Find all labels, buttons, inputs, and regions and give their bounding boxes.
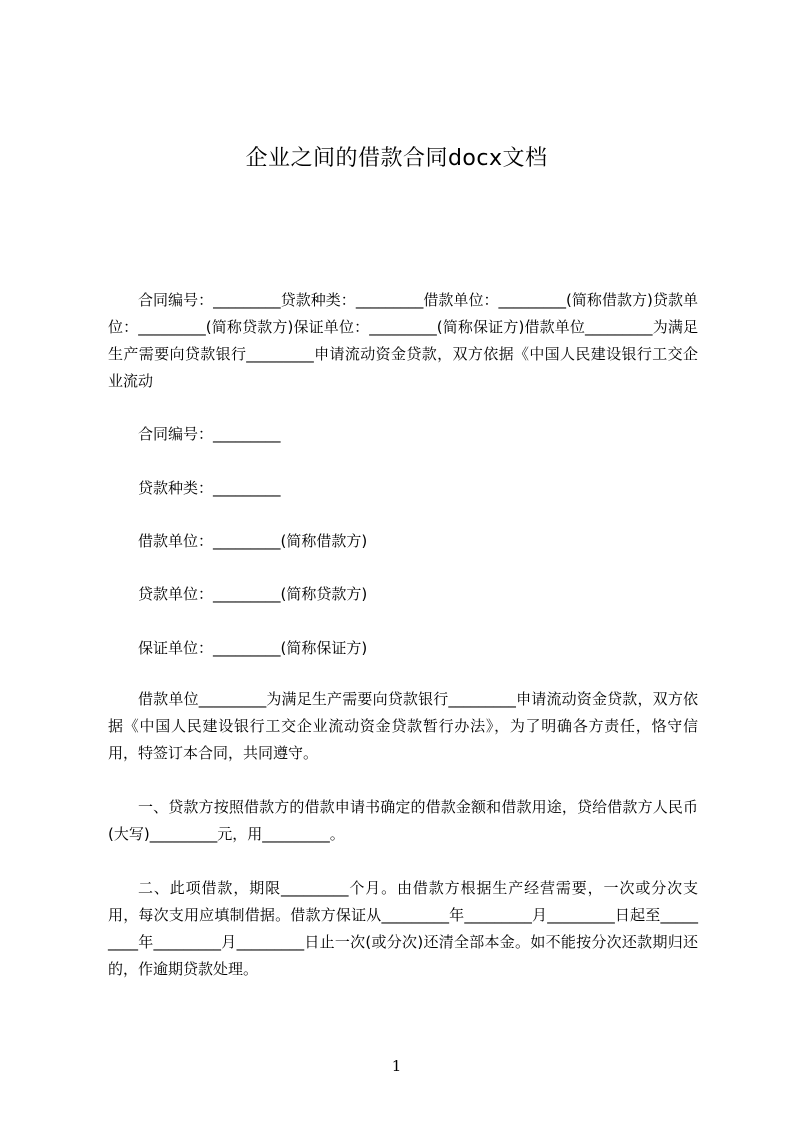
- field-loan-type: 贷款种类：_________: [138, 479, 281, 497]
- field-lender: 贷款单位：_________(简称贷款方): [138, 585, 368, 603]
- page-number: 1: [391, 1057, 402, 1075]
- preamble-paragraph: 借款单位_________为满足生产需要向贷款银行_________申请流动资金贷款，双方依据《中国人民建设银行工交企业流动资金贷款暂行办法》，为了明确各方责任，恪守信用，特签订本合同，共同遵守。: [108, 690, 698, 762]
- field-borrower: 借款单位：_________(简称借款方): [138, 532, 368, 550]
- document-title: 企业之间的借款合同docx文档: [245, 146, 548, 171]
- field-contract-number: 合同编号：_________: [138, 425, 281, 443]
- intro-paragraph: 合同编号：_________贷款种类：_________借款单位：_________(简称借款方)贷款单位：_________(简称贷款方)保证单位：_________(简称保证方)借款单位_________为满足生产需要向贷款银行_________申请流动资金贷款，双方依据《中国人民建设银行工交企业流动: [108, 291, 698, 390]
- clause-1: 一、贷款方按照借款方的借款申请书确定的借款金额和借款用途，贷给借款方人民币(大写)_________元，用_________。: [108, 798, 698, 843]
- clause-2: 二、此项借款，期限_________个月。由借款方根据生产经营需要，一次或分次支用，每次支用应填制借据。借款方保证从_________年_________月_________日起至_________年_________月_________日止一次(或分次)还清全部本金。如不能按分次还款期归还的，作逾期贷款处理。: [108, 879, 698, 978]
- field-guarantor: 保证单位：_________(简称保证方): [138, 639, 368, 657]
